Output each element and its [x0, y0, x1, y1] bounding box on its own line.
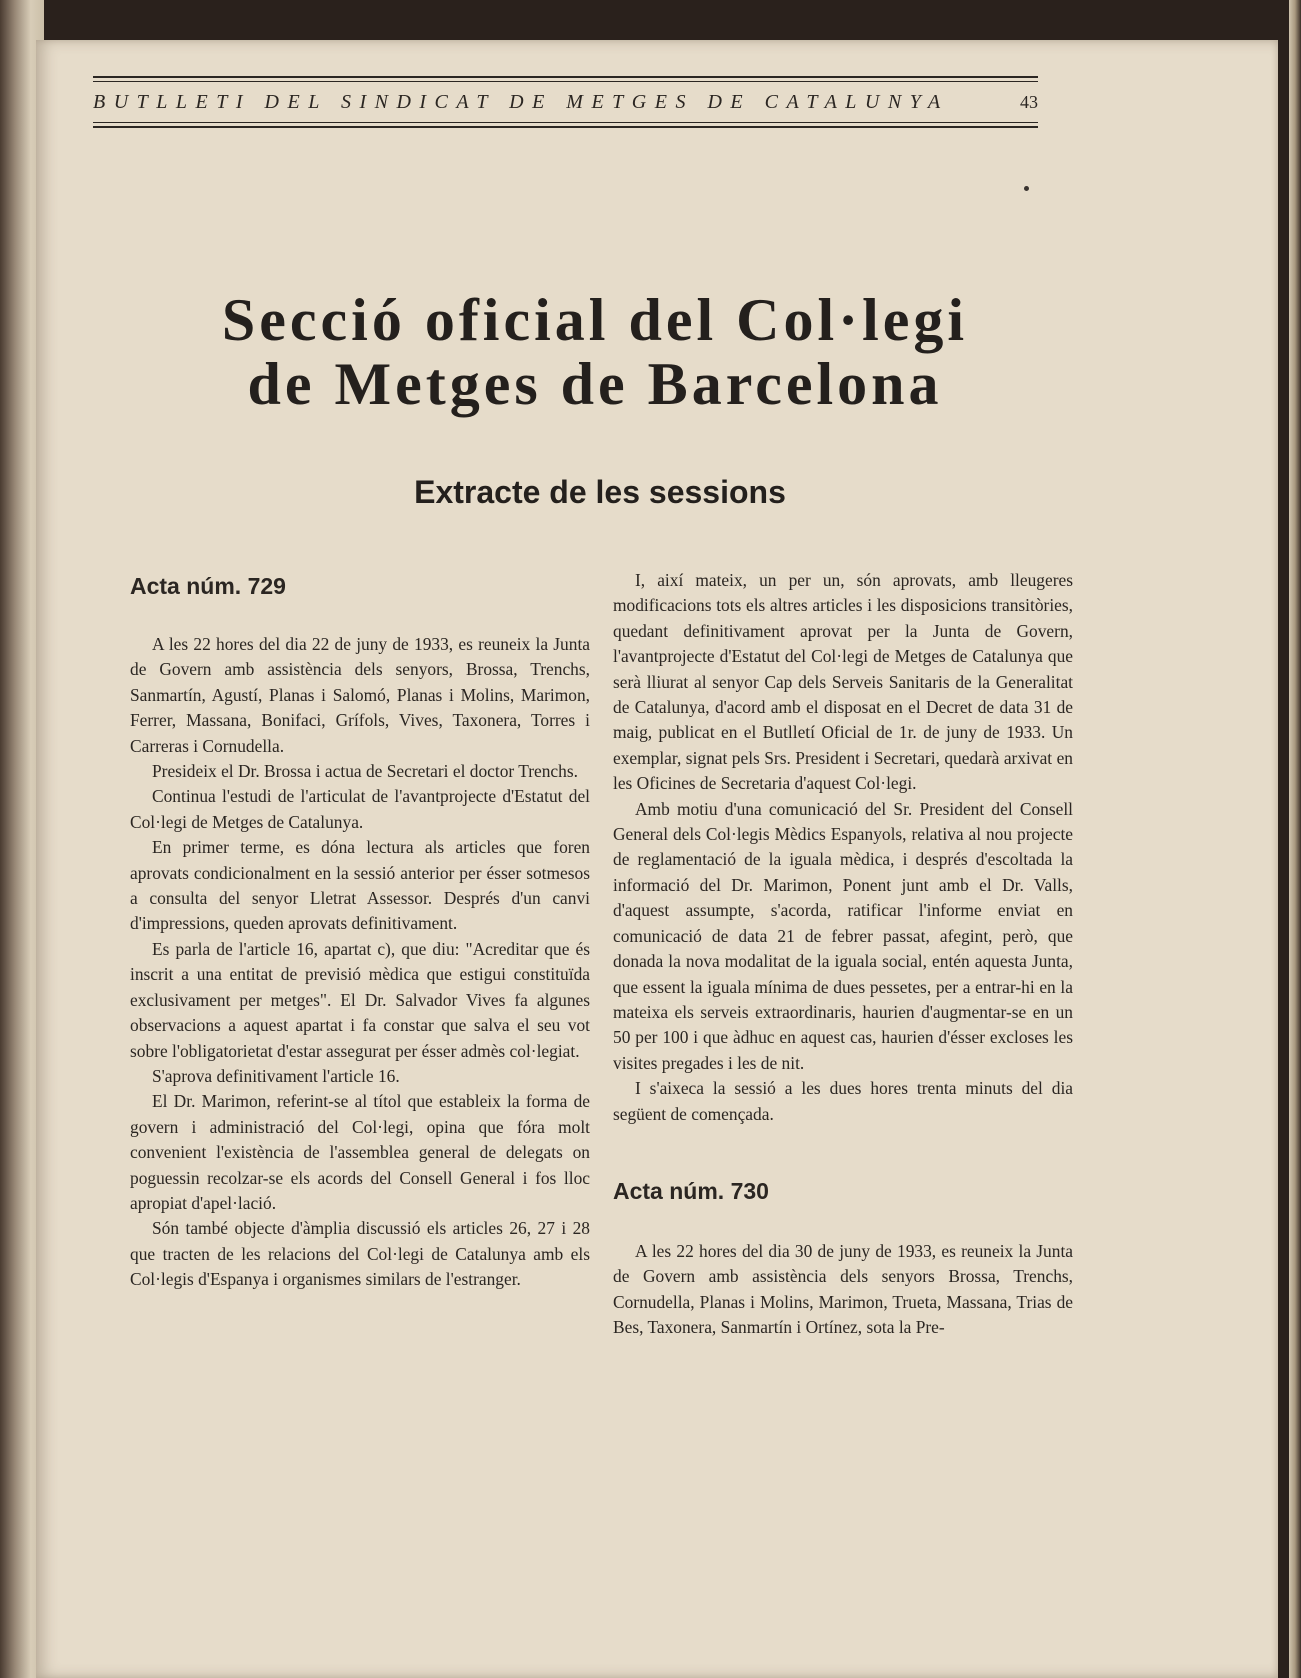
- left-column: [130, 568, 590, 1293]
- paragraph: I, així mateix, un per un, són aprovats, amb lleugeres modificacions tots els altres articles i les disposicions transitòries, quedant definitivament aprovat per la Junta de Govern, l'avantprojecte d'Estatut del Col·legi de Metges de Catalunya que serà lliurat al senyor Cap dels Serveis Sanitaris de la Generalitat de Catalunya, d'acord amb el disposat en el Decret de data 31 de maig, publicat en el Butlletí Oficial de 1r. de juny de 1933. Un exemplar, signat pels Srs. President i Secretari, quedarà arxivat en les Oficines de Secretaria d'aquest Col·legi.: [613, 570, 1073, 794]
- acta-730-heading: Acta núm. 730: [613, 1177, 769, 1204]
- running-header: [93, 76, 1038, 128]
- paragraph: S'aprova definitivament l'article 16.: [152, 1065, 400, 1086]
- paragraph: A les 22 hores del dia 22 de juny de 1933, es reuneix la Junta de Govern amb assistència dels senyors, Brossa, Trenchs, Sanmartín, Agustí, Planas i Salomó, Planas i Molins, Marimon, Ferrer, Massana, Bonifaci, Grífols, Vives, Taxonera, Torres i Carreras i Cornudella.: [130, 634, 590, 756]
- paragraph: A les 22 hores del dia 30 de juny de 1933, es reuneix la Junta de Govern amb assistència dels senyors Brossa, Trenchs, Cornudella, Planas i Molins, Marimon, Trueta, Massana, Trias de Bes, Taxonera, Sanmartín i Ortínez, sota la Pre-: [613, 1240, 1073, 1338]
- paragraph: Són també objecte d'àmplia discussió els articles 26, 27 i 28 que tracten de les relacions del Col·legi de Catalunya amb els Col·legis d'Espanya i organismes similars de l'estranger.: [130, 1218, 590, 1290]
- paragraph: En primer terme, es dóna lectura als articles que foren aprovats condicionalment en la sessió anterior per ésser sotmesos a consulta del senyor Lletrat Assessor. Després d'un canvi d'impressions, queden aprovats definitivament.: [130, 837, 590, 934]
- header-rule-top-thin: [93, 81, 1038, 82]
- main-title-line-2: de Metges de Barcelona: [247, 351, 943, 417]
- ink-dot: [1024, 186, 1029, 191]
- header-rule-top: [93, 76, 1038, 78]
- paragraph: El Dr. Marimon, referint-se al títol que estableix la forma de govern i administració del Col·legi, opina que fóra molt convenient l'existència de l'assemblea general de delegats on poguessin recolzar-se els acords del Consell General i fos lloc apropiat d'apel·lació.: [130, 1091, 590, 1213]
- paragraph: Presideix el Dr. Brossa i actua de Secretari el doctor Trenchs.: [152, 761, 578, 782]
- header-rule-bottom-thin: [93, 122, 1038, 123]
- page-edge: [1289, 0, 1301, 1678]
- paragraph: Amb motiu d'una comunicació del Sr. President del Consell General dels Col·legis Mèdics Espanyols, relativa al nou projecte de reglamentació de la iguala mèdica, i després d'escoltada la informació del Dr. Marimon, Ponent junt amb el Dr. Valls, d'aquest assumpte, s'acorda, ratificar l'informe enviat en comunicació de data 21 de febrer passat, afegint, però, que donada la nova modalitat de la iguala social, entén aquesta Junta, que essent la iguala mínima de dues pessetes, per a entrar-hi en la mateixa els serveis extraordinaris, haurien d'augmentar-se en un 50 per 100 i que àdhuc en aquest cas, haurien d'ésser excloses les visites pregades i les de nit.: [613, 798, 1073, 1073]
- main-title: [180, 288, 1010, 416]
- right-column: [613, 568, 1073, 1341]
- paragraph: I s'aixeca la sessió a les dues hores trenta minuts del dia següent de començada.: [613, 1078, 1073, 1124]
- header-rule-bottom: [93, 126, 1038, 128]
- paragraph: Continua l'estudi de l'articulat de l'avantprojecte d'Estatut del Col·legi de Metges de Catalunya.: [130, 786, 590, 832]
- running-title: BUTLLETI DEL SINDICAT DE METGES DE CATALUNYA: [93, 90, 949, 113]
- acta-729-heading: Acta núm. 729: [130, 573, 286, 599]
- page-number: 43: [1020, 91, 1038, 112]
- header-row: [93, 85, 1038, 119]
- subtitle: Extracte de les sessions: [414, 474, 786, 510]
- main-title-line-1: Secció oficial del Col·legi: [221, 287, 969, 353]
- paragraph: Es parla de l'article 16, apartat c), que diu: "Acreditar que és inscrit a una entitat de previsió mèdica que estigui constituïda exclusivament per metges". El Dr. Salvador Vives fa algunes observacions a aquest apartat i fa constar que salva el seu vot sobre l'obligatorietat d'estar assegurat per ésser admès col·legiat.: [130, 938, 590, 1061]
